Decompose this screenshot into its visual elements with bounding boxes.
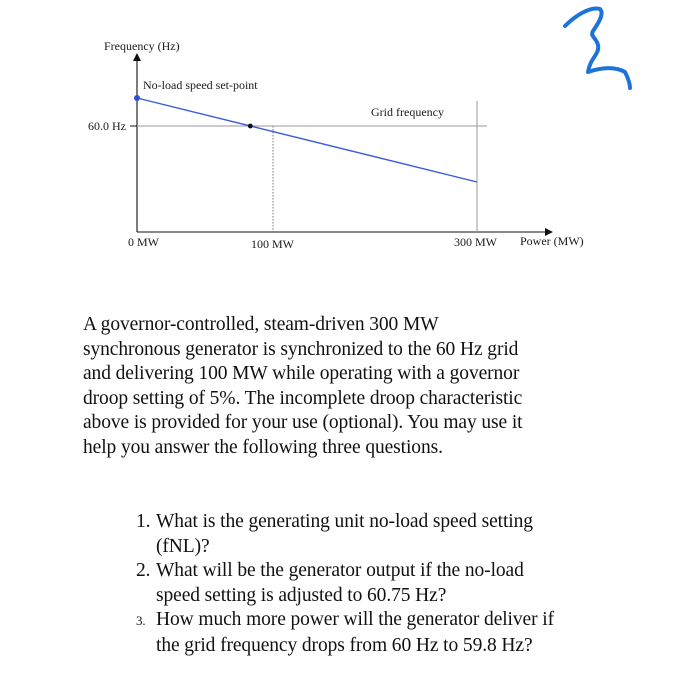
droop-diagram <box>0 0 678 290</box>
paragraph-line: synchronous generator is synchronized to the 60 Hz grid <box>83 338 519 360</box>
operating-point <box>248 124 253 129</box>
question-text: How much more power will the generator deliver if <box>156 609 554 631</box>
question-text: What is the generating unit no-load speed setting <box>156 511 533 532</box>
question-number: 1. <box>136 511 151 532</box>
paragraph-line: droop setting of 5%. The incomplete droop characteristic <box>83 387 523 409</box>
question-list <box>136 510 656 659</box>
question-3 <box>136 608 656 658</box>
question-text-cont: the grid frequency drops from 60 Hz to 59.8 Hz? <box>156 634 533 656</box>
question-number: 3. <box>136 613 146 629</box>
grid-frequency-label: Grid frequency <box>371 105 444 119</box>
question-2 <box>136 559 656 608</box>
question-number: 2. <box>136 560 151 582</box>
paragraph-line: help you answer the following three questions. <box>83 436 443 458</box>
question-text-cont: speed setting is adjusted to 60.75 Hz? <box>156 584 447 606</box>
paragraph-line: and delivering 100 MW while operating with a governor <box>83 363 520 385</box>
handwritten-number-2-icon <box>565 8 630 88</box>
x-tick-label-300mw: 300 MW <box>454 235 497 249</box>
noload-setpoint-label: No-load speed set-point <box>143 78 258 92</box>
problem-paragraph <box>83 313 583 461</box>
question-text: What will be the generator output if the no-load <box>156 560 524 582</box>
x-tick-label-100mw: 100 MW <box>251 237 294 251</box>
y-tick-label-60hz: 60.0 Hz <box>88 119 126 133</box>
x-tick-label-0mw: 0 MW <box>128 235 159 249</box>
y-axis-label: Frequency (Hz) <box>104 39 180 53</box>
question-1 <box>136 510 656 559</box>
paragraph-line: A governor-controlled, steam-driven 300 MW <box>83 314 439 335</box>
x-axis-label: Power (MW) <box>520 234 584 248</box>
paragraph-line: above is provided for your use (optional). You may use it <box>83 412 523 434</box>
noload-point <box>134 95 140 101</box>
question-text-cont: (fNL)? <box>156 535 210 557</box>
